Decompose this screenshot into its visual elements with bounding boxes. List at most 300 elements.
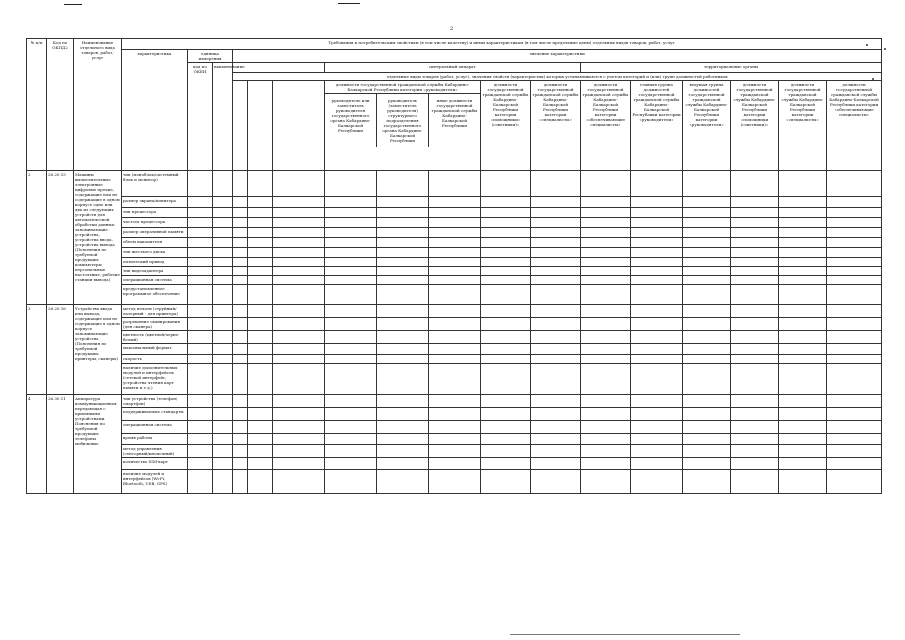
empty-cell xyxy=(631,344,683,355)
empty-cell xyxy=(827,218,882,228)
empty-cell xyxy=(325,267,377,276)
empty-cell xyxy=(233,395,248,408)
empty-cell xyxy=(188,395,213,408)
empty-cell xyxy=(827,171,882,197)
empty-cell xyxy=(377,238,429,248)
empty-cell xyxy=(481,364,531,395)
header-t-specialists: должности государственной гражданской службы Кабардино-Балкарской Республики категории «специалисты» xyxy=(779,81,827,171)
table-row xyxy=(27,445,882,458)
row-characteristic: частота процессора xyxy=(122,218,188,228)
table-row xyxy=(27,331,882,344)
empty-cell xyxy=(631,318,683,331)
empty-cell xyxy=(827,434,882,445)
empty-cell xyxy=(273,364,325,395)
empty-cell xyxy=(377,458,429,470)
empty-cell xyxy=(683,197,731,208)
empty-cell xyxy=(731,421,779,434)
empty-cell xyxy=(481,238,531,248)
empty-cell xyxy=(683,434,731,445)
empty-cell xyxy=(731,228,779,238)
empty-cell xyxy=(429,470,481,494)
empty-cell xyxy=(581,408,631,421)
empty-cell xyxy=(377,208,429,218)
empty-cell xyxy=(233,276,248,285)
empty-cell xyxy=(273,395,325,408)
empty-cell xyxy=(248,267,273,276)
empty-cell xyxy=(429,238,481,248)
empty-cell xyxy=(213,267,233,276)
row-characteristic: максимальный формат xyxy=(122,344,188,355)
empty-cell xyxy=(273,421,325,434)
scan-dot xyxy=(884,48,886,50)
empty-cell xyxy=(581,434,631,445)
empty-cell xyxy=(188,318,213,331)
empty-cell xyxy=(325,458,377,470)
empty-cell xyxy=(779,434,827,445)
empty-cell xyxy=(248,248,273,258)
empty-cell xyxy=(213,238,233,248)
empty-cell xyxy=(827,318,882,331)
empty-cell xyxy=(683,395,731,408)
row-characteristic: тип устройства (телефон/смартфон) xyxy=(122,395,188,408)
empty-cell xyxy=(377,445,429,458)
empty-cell xyxy=(213,318,233,331)
header-sub-deputy: руководитель (заместитель руководителя) структурного подразделения государственного органа Кабардино-Балкарской Республики xyxy=(376,94,428,147)
table-row xyxy=(27,344,882,355)
empty-cell xyxy=(248,218,273,228)
empty-cell xyxy=(213,434,233,445)
empty-cell xyxy=(273,331,325,344)
empty-cell xyxy=(631,248,683,258)
empty-cell xyxy=(779,228,827,238)
empty-cell xyxy=(731,458,779,470)
empty-cell xyxy=(827,208,882,218)
empty-cell xyxy=(377,276,429,285)
empty-cell xyxy=(248,258,273,267)
empty-cell xyxy=(429,218,481,228)
empty-cell xyxy=(631,171,683,197)
empty-cell xyxy=(233,421,248,434)
empty-cell xyxy=(213,331,233,344)
empty-cell xyxy=(377,434,429,445)
header-sub-other: иные должности государственной гражданской службы Кабардино-Балкарской Республики xyxy=(428,94,480,147)
empty-cell xyxy=(731,355,779,364)
empty-cell xyxy=(581,171,631,197)
empty-cell xyxy=(188,228,213,238)
empty-cell xyxy=(325,208,377,218)
empty-cell xyxy=(731,318,779,331)
table-row xyxy=(27,248,882,258)
empty-cell xyxy=(213,218,233,228)
empty-cell xyxy=(581,258,631,267)
empty-cell xyxy=(377,331,429,344)
empty-cell xyxy=(683,276,731,285)
empty-cell xyxy=(531,470,581,494)
row-product-name: Аппаратура коммуникационная передающая с приемными устройствами. Пояснения по требуемой продукции: телефоны мобильные xyxy=(74,395,122,494)
table-row xyxy=(27,285,882,305)
empty-cell xyxy=(731,364,779,395)
empty-cell xyxy=(481,276,531,285)
empty-cell xyxy=(377,197,429,208)
empty-cell xyxy=(429,408,481,421)
empty-cell xyxy=(481,331,531,344)
empty-cell xyxy=(213,364,233,395)
empty-cell xyxy=(377,228,429,238)
empty-cell xyxy=(325,248,377,258)
empty-cell xyxy=(779,267,827,276)
empty-cell xyxy=(779,318,827,331)
empty-cell xyxy=(429,171,481,197)
empty-cell xyxy=(731,248,779,258)
empty-cell xyxy=(213,285,233,305)
empty-cell xyxy=(581,364,631,395)
empty-cell xyxy=(213,248,233,258)
empty-cell xyxy=(377,305,429,318)
header-characteristic: характеристика xyxy=(122,50,188,171)
empty-cell xyxy=(827,470,882,494)
row-okpd-code: 26.30.11 xyxy=(47,395,74,494)
row-okpd-code: 26.20.16 xyxy=(47,305,74,395)
empty-cell xyxy=(429,344,481,355)
empty-cell xyxy=(731,208,779,218)
empty-cell xyxy=(581,285,631,305)
header-specialists: должности государственной гражданской службы Кабардино-Балкарской Республики категории «специалисты» xyxy=(531,81,581,171)
table-row xyxy=(27,364,882,395)
table-row xyxy=(27,434,882,445)
empty-cell xyxy=(213,276,233,285)
empty-cell xyxy=(429,421,481,434)
empty-cell xyxy=(233,458,248,470)
empty-cell xyxy=(631,470,683,494)
empty-cell xyxy=(248,364,273,395)
empty-cell xyxy=(581,305,631,318)
empty-cell xyxy=(779,408,827,421)
empty-cell xyxy=(683,344,731,355)
table-row xyxy=(27,276,882,285)
empty-cell xyxy=(581,331,631,344)
empty-cell xyxy=(683,470,731,494)
empty-cell xyxy=(188,408,213,421)
empty-cell xyxy=(233,197,248,208)
empty-cell xyxy=(683,355,731,364)
empty-cell xyxy=(581,458,631,470)
empty-cell xyxy=(248,331,273,344)
empty-cell xyxy=(377,267,429,276)
empty-cell xyxy=(213,258,233,267)
empty-cell xyxy=(827,305,882,318)
empty-cell xyxy=(683,331,731,344)
empty-cell xyxy=(531,305,581,318)
empty-cell xyxy=(827,395,882,408)
empty-cell xyxy=(377,408,429,421)
empty-cell xyxy=(325,434,377,445)
empty-cell xyxy=(631,305,683,318)
table-row xyxy=(27,258,882,267)
empty-cell xyxy=(233,470,248,494)
empty-cell xyxy=(325,445,377,458)
row-characteristic: объем накопителя xyxy=(122,238,188,248)
empty-cell xyxy=(531,344,581,355)
empty-cell xyxy=(325,238,377,248)
empty-cell xyxy=(581,395,631,408)
empty-cell xyxy=(531,267,581,276)
empty-cell xyxy=(248,395,273,408)
table-row xyxy=(27,458,882,470)
empty-cell xyxy=(248,434,273,445)
empty-cell xyxy=(683,421,731,434)
empty-cell xyxy=(779,445,827,458)
empty-cell xyxy=(429,434,481,445)
empty-cell xyxy=(213,208,233,218)
empty-cell xyxy=(827,285,882,305)
empty-cell xyxy=(481,267,531,276)
empty-cell xyxy=(429,331,481,344)
row-characteristic: размер оперативной памяти xyxy=(122,228,188,238)
empty-cell xyxy=(631,331,683,344)
row-characteristic: тип видеоадаптера xyxy=(122,267,188,276)
empty-cell xyxy=(531,355,581,364)
header-helpers: должности государственной гражданской службы Кабардино-Балкарской Республики категории «помощники» (советники)» xyxy=(481,81,531,171)
empty-cell xyxy=(631,276,683,285)
scan-mark-top-center xyxy=(338,3,360,4)
header-t-helpers: должности государственной гражданской службы Кабардино-Балкарской Республики категории «помощники (советники)» xyxy=(731,81,779,171)
empty-cell xyxy=(233,331,248,344)
empty-cell xyxy=(631,445,683,458)
table-row xyxy=(27,395,882,408)
empty-cell xyxy=(531,434,581,445)
empty-cell xyxy=(827,364,882,395)
empty-cell xyxy=(273,171,325,197)
empty-cell xyxy=(827,238,882,248)
empty-cell xyxy=(377,355,429,364)
empty-cell xyxy=(779,197,827,208)
empty-cell xyxy=(731,267,779,276)
header-unit: единица измерения xyxy=(188,50,233,63)
empty-cell xyxy=(233,285,248,305)
empty-cell xyxy=(273,434,325,445)
empty-cell xyxy=(325,285,377,305)
empty-cell xyxy=(188,218,213,228)
empty-cell xyxy=(325,197,377,208)
empty-cell xyxy=(248,171,273,197)
empty-cell xyxy=(531,218,581,228)
empty-cell xyxy=(233,171,248,197)
empty-cell xyxy=(273,267,325,276)
empty-cell xyxy=(683,171,731,197)
empty-cell xyxy=(731,171,779,197)
empty-cell xyxy=(273,248,325,258)
empty-cell xyxy=(377,421,429,434)
table-row xyxy=(27,218,882,228)
empty-cell xyxy=(325,228,377,238)
empty-cell xyxy=(213,171,233,197)
empty-cell xyxy=(325,276,377,285)
empty-cell xyxy=(273,470,325,494)
empty-cell xyxy=(213,344,233,355)
empty-cell xyxy=(531,276,581,285)
empty-cell xyxy=(683,208,731,218)
row-number: 3 xyxy=(27,305,47,395)
empty-cell xyxy=(531,458,581,470)
requirements-table xyxy=(26,38,882,494)
empty-cell xyxy=(779,248,827,258)
empty-cell xyxy=(213,445,233,458)
empty-cell xyxy=(325,318,377,331)
empty-cell xyxy=(683,228,731,238)
empty-cell xyxy=(779,218,827,228)
row-characteristic: тип процессора xyxy=(122,208,188,218)
empty-cell xyxy=(827,267,882,276)
empty-cell xyxy=(248,408,273,421)
empty-cell xyxy=(233,248,248,258)
empty-cell xyxy=(683,305,731,318)
empty-cell xyxy=(377,395,429,408)
row-characteristic: тип (моноблок/системный блок и монитор) xyxy=(122,171,188,197)
empty-cell xyxy=(213,197,233,208)
table-row xyxy=(27,267,882,276)
empty-cell xyxy=(581,421,631,434)
empty-cell xyxy=(429,228,481,238)
empty-cell xyxy=(377,218,429,228)
header-requirements: Требования к потребительским свойствам (в том числе качеству) и иным характеристикам (в том числе предельные цены) отдельных видов товаров, работ, услуг xyxy=(122,39,882,50)
empty-cell xyxy=(683,458,731,470)
empty-cell xyxy=(731,305,779,318)
header-managers-group xyxy=(325,81,481,171)
empty-cell xyxy=(683,318,731,331)
empty-cell xyxy=(213,305,233,318)
empty-cell xyxy=(188,208,213,218)
empty-cell xyxy=(481,197,531,208)
empty-cell xyxy=(377,318,429,331)
empty-cell xyxy=(325,470,377,494)
empty-cell xyxy=(481,458,531,470)
empty-cell xyxy=(248,305,273,318)
empty-cell xyxy=(273,445,325,458)
table-row xyxy=(27,318,882,331)
empty-cell xyxy=(631,258,683,267)
empty-cell xyxy=(531,331,581,344)
empty-cell xyxy=(377,258,429,267)
empty-cell xyxy=(481,248,531,258)
empty-cell xyxy=(779,395,827,408)
empty-cell xyxy=(188,258,213,267)
empty-cell xyxy=(248,228,273,238)
empty-cell xyxy=(325,344,377,355)
empty-cell xyxy=(581,344,631,355)
empty-cell xyxy=(531,395,581,408)
empty-cell xyxy=(325,364,377,395)
empty-cell xyxy=(581,276,631,285)
empty-cell xyxy=(325,218,377,228)
empty-cell xyxy=(188,238,213,248)
empty-cell xyxy=(233,408,248,421)
empty-cell xyxy=(248,445,273,458)
empty-cell xyxy=(731,238,779,248)
empty-cell xyxy=(429,267,481,276)
table-row xyxy=(27,238,882,248)
empty-cell xyxy=(273,258,325,267)
empty-cell xyxy=(531,228,581,238)
empty-cell xyxy=(581,218,631,228)
empty-cell xyxy=(779,364,827,395)
empty-cell xyxy=(233,267,248,276)
row-characteristic: оптический привод xyxy=(122,258,188,267)
empty-cell xyxy=(481,305,531,318)
table-row xyxy=(27,408,882,421)
empty-cell xyxy=(779,208,827,218)
empty-cell xyxy=(581,197,631,208)
empty-cell xyxy=(248,285,273,305)
empty-cell xyxy=(213,228,233,238)
empty-cell xyxy=(631,434,683,445)
empty-cell xyxy=(325,421,377,434)
empty-cell xyxy=(827,421,882,434)
empty-cell xyxy=(827,248,882,258)
row-characteristic: наличие дополнительных модулей и интерфейсов (сетевой интерфейс, устройства чтения карт памяти и т.д.) xyxy=(122,364,188,395)
empty-cell xyxy=(248,208,273,218)
empty-cell xyxy=(581,355,631,364)
empty-cell xyxy=(248,355,273,364)
row-characteristic: тип жесткого диска xyxy=(122,248,188,258)
empty-cell xyxy=(683,238,731,248)
empty-cell xyxy=(377,364,429,395)
empty-cell xyxy=(683,445,731,458)
header-group-note: отдельные виды товаров (работ, услуг), значения свойств (характеристик) которых устанавливаются с учетом категорий и (или) групп должностей работников xyxy=(233,73,882,81)
empty-cell xyxy=(631,364,683,395)
empty-cell xyxy=(188,197,213,208)
empty-cell xyxy=(325,355,377,364)
row-product-name: Устройства ввода или вывода, содержащие или не содержащие в одном корпусе запоминающие устройства (Пояснения по требуемой продукции: принтеры, сканеры) xyxy=(74,305,122,395)
header-num: № п/п xyxy=(27,39,47,171)
empty-cell xyxy=(531,364,581,395)
empty-cell xyxy=(233,318,248,331)
empty-cell xyxy=(233,364,248,395)
empty-cell xyxy=(779,344,827,355)
empty-cell xyxy=(213,458,233,470)
empty-cell xyxy=(248,276,273,285)
empty-cell xyxy=(631,421,683,434)
empty-cell xyxy=(531,318,581,331)
empty-cell xyxy=(779,238,827,248)
empty-cell xyxy=(188,331,213,344)
empty-cell xyxy=(827,197,882,208)
empty-cell xyxy=(631,458,683,470)
empty-cell xyxy=(188,305,213,318)
header-central: центральный аппарат xyxy=(325,63,581,73)
table-row xyxy=(27,208,882,218)
empty-cell xyxy=(779,355,827,364)
empty-cell xyxy=(779,470,827,494)
header-sub-head: руководитель или заместитель руководителя государственного органа Кабардино-Балкарской Республики xyxy=(330,98,371,133)
empty-cell xyxy=(273,305,325,318)
empty-cell xyxy=(188,344,213,355)
empty-cell xyxy=(683,248,731,258)
empty-cell xyxy=(273,318,325,331)
empty-cell xyxy=(325,331,377,344)
empty-cell xyxy=(731,285,779,305)
empty-cell xyxy=(631,197,683,208)
empty-cell xyxy=(325,305,377,318)
empty-cell xyxy=(731,258,779,267)
empty-cell xyxy=(481,355,531,364)
empty-cell xyxy=(429,364,481,395)
empty-cell xyxy=(273,197,325,208)
empty-cell xyxy=(325,171,377,197)
empty-cell xyxy=(731,470,779,494)
page-number: 2 xyxy=(450,26,454,32)
empty-cell xyxy=(273,285,325,305)
empty-cell xyxy=(273,458,325,470)
